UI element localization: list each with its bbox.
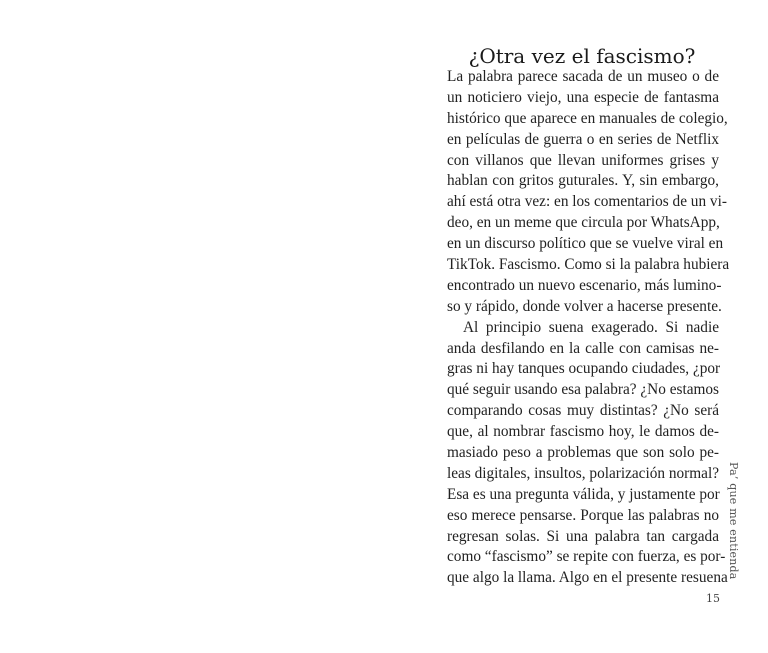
text-line: hablan con gritos guturales. Y, sin embargo, bbox=[447, 172, 719, 190]
text-line: en un discurso político que se vuelve viral en bbox=[447, 235, 724, 253]
text-line: so y rápido, donde volver a hacerse presente. bbox=[447, 297, 722, 315]
text-line: regresan solas. Si una palabra tan cargada bbox=[447, 527, 719, 545]
text-line: leas digitales, insultos, polarización normal? bbox=[447, 464, 719, 482]
text-line: Al principio suena exagerado. Si nadie bbox=[463, 318, 719, 336]
text-line: deo, en un meme que circula por WhatsApp, bbox=[447, 214, 720, 232]
chapter-title: ¿Otra vez el fascismo? bbox=[468, 44, 696, 68]
body-text bbox=[447, 67, 730, 589]
text-line: con villanos que llevan uniformes grises y bbox=[447, 151, 719, 169]
text-line: en películas de guerra o en series de Netflix bbox=[447, 130, 719, 148]
text-line: qué seguir usando esa palabra? ¿No estamos bbox=[447, 381, 719, 399]
text-line: TikTok. Fascismo. Como si la palabra hubiera bbox=[447, 256, 730, 274]
text-line: histórico que aparece en manuales de colegio, bbox=[447, 109, 728, 127]
text-line: Esa es una pregunta válida, y justamente por bbox=[447, 485, 720, 503]
text-line: un noticiero viejo, una especie de fantasma bbox=[447, 88, 719, 106]
page-number: 15 bbox=[706, 592, 720, 605]
text-line: La palabra parece sacada de un museo o de bbox=[447, 68, 719, 85]
text-line: ahí está otra vez: en los comentarios de un vi- bbox=[447, 193, 727, 211]
text-line: como “fascismo” se repite con fuerza, es por- bbox=[447, 548, 726, 566]
text-line: comparando cosas muy distintas? ¿No será bbox=[447, 402, 719, 420]
text-line: gras ni hay tanques ocupando ciudades, ¿por bbox=[447, 360, 721, 378]
text-line: que algo la llama. Algo en el presente resuena bbox=[447, 569, 728, 587]
text-line: que, al nombrar fascismo hoy, le damos de- bbox=[447, 423, 719, 441]
text-line: anda desfilando en la calle con camisas ne- bbox=[447, 339, 719, 357]
running-head: Pa’ que me entienda bbox=[727, 462, 740, 580]
text-line: eso merece pensarse. Porque las palabras no bbox=[447, 506, 719, 524]
text-line: encontrado un nuevo escenario, más lumino- bbox=[447, 276, 722, 294]
text-line: masiado peso a problemas que son solo pe- bbox=[447, 444, 719, 462]
